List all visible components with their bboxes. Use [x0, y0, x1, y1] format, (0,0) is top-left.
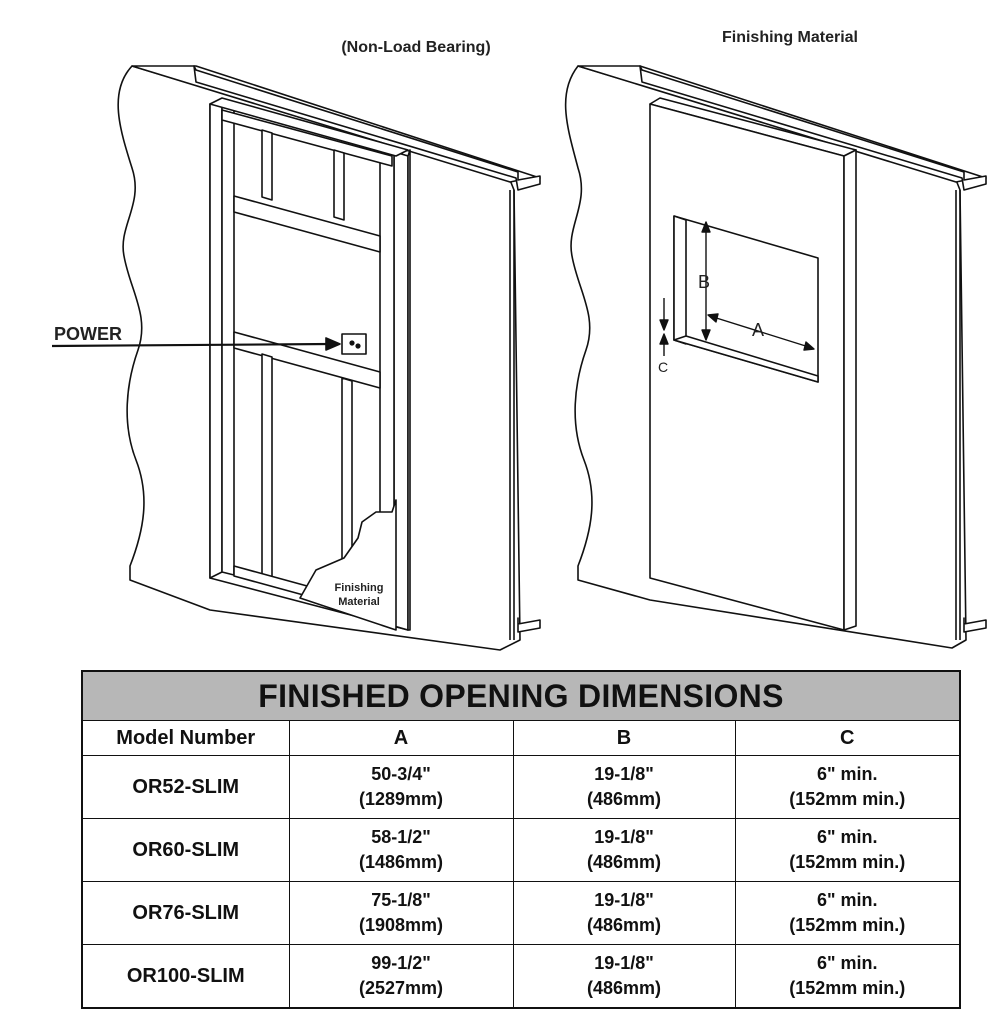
cell-c-metric: (152mm min.): [789, 978, 906, 998]
table-title: FINISHED OPENING DIMENSIONS: [82, 671, 960, 721]
cell-a-imperial: 75-1/8": [371, 890, 431, 910]
cell-a-metric: (1289mm): [358, 789, 444, 809]
table-row: [82, 819, 960, 882]
finished-opening-dimensions-table: [81, 670, 961, 1009]
cell-b: [513, 756, 735, 819]
cell-a: [289, 945, 513, 1009]
cell-a-metric: (2527mm): [358, 978, 444, 998]
cell-c: [735, 819, 960, 882]
header-c: C: [735, 721, 960, 756]
table-header-row: [82, 721, 960, 756]
table-row: [82, 945, 960, 1009]
cell-b-metric: (486mm): [586, 852, 662, 872]
header-b: B: [513, 721, 735, 756]
finishing-material-label-line1: Finishing: [334, 582, 384, 594]
cell-model: OR100-SLIM: [82, 945, 289, 1009]
power-label: POWER: [54, 324, 123, 344]
dimension-label-a: A: [752, 320, 765, 340]
cell-b: [513, 819, 735, 882]
dimension-label-c: C: [658, 359, 669, 375]
left-caption: (Non-Load Bearing): [341, 39, 491, 56]
table-row: [82, 882, 960, 945]
right-bottom-track: [964, 618, 986, 632]
header-a: A: [289, 721, 513, 756]
cell-model: OR76-SLIM: [82, 882, 289, 945]
cell-c-metric: (152mm min.): [789, 789, 906, 809]
cell-b-metric: (486mm): [586, 978, 662, 998]
cell-b-imperial: 19-1/8": [594, 953, 654, 973]
left-framing-diagram: [118, 66, 540, 650]
left-bottom-track: [518, 618, 540, 632]
cell-c: [735, 756, 960, 819]
cell-b-imperial: 19-1/8": [594, 890, 654, 910]
cell-a-imperial: 58-1/2": [371, 827, 431, 847]
cell-c-imperial: 6" min.: [816, 764, 878, 784]
cell-a: [289, 756, 513, 819]
header-model-number: Model Number: [82, 721, 289, 756]
cell-a-imperial: 99-1/2": [371, 953, 431, 973]
cell-b: [513, 945, 735, 1009]
cell-c-metric: (152mm min.): [789, 852, 906, 872]
cell-a: [289, 882, 513, 945]
left-finishing-panel: [408, 150, 410, 630]
cell-b-imperial: 19-1/8": [594, 764, 654, 784]
cell-c: [735, 882, 960, 945]
cell-model: OR60-SLIM: [82, 819, 289, 882]
cell-a-metric: (1908mm): [358, 915, 444, 935]
cell-c-imperial: 6" min.: [816, 827, 878, 847]
table-row: [82, 756, 960, 819]
cell-c-imperial: 6" min.: [816, 890, 878, 910]
cell-model: OR52-SLIM: [82, 756, 289, 819]
cell-a: [289, 819, 513, 882]
right-finished-diagram: [566, 66, 986, 648]
dimension-label-b: B: [698, 272, 711, 292]
cell-c-metric: (152mm min.): [789, 915, 906, 935]
cell-b-metric: (486mm): [586, 915, 662, 935]
cell-b-metric: (486mm): [586, 789, 662, 809]
cell-b: [513, 882, 735, 945]
cell-a-metric: (1486mm): [358, 852, 444, 872]
cell-c-imperial: 6" min.: [816, 953, 878, 973]
cell-a-imperial: 50-3/4": [371, 764, 431, 784]
finishing-material-label-line2: Material: [338, 596, 380, 608]
right-caption: Finishing Material: [721, 29, 859, 46]
cell-b-imperial: 19-1/8": [594, 827, 654, 847]
cell-c: [735, 945, 960, 1009]
